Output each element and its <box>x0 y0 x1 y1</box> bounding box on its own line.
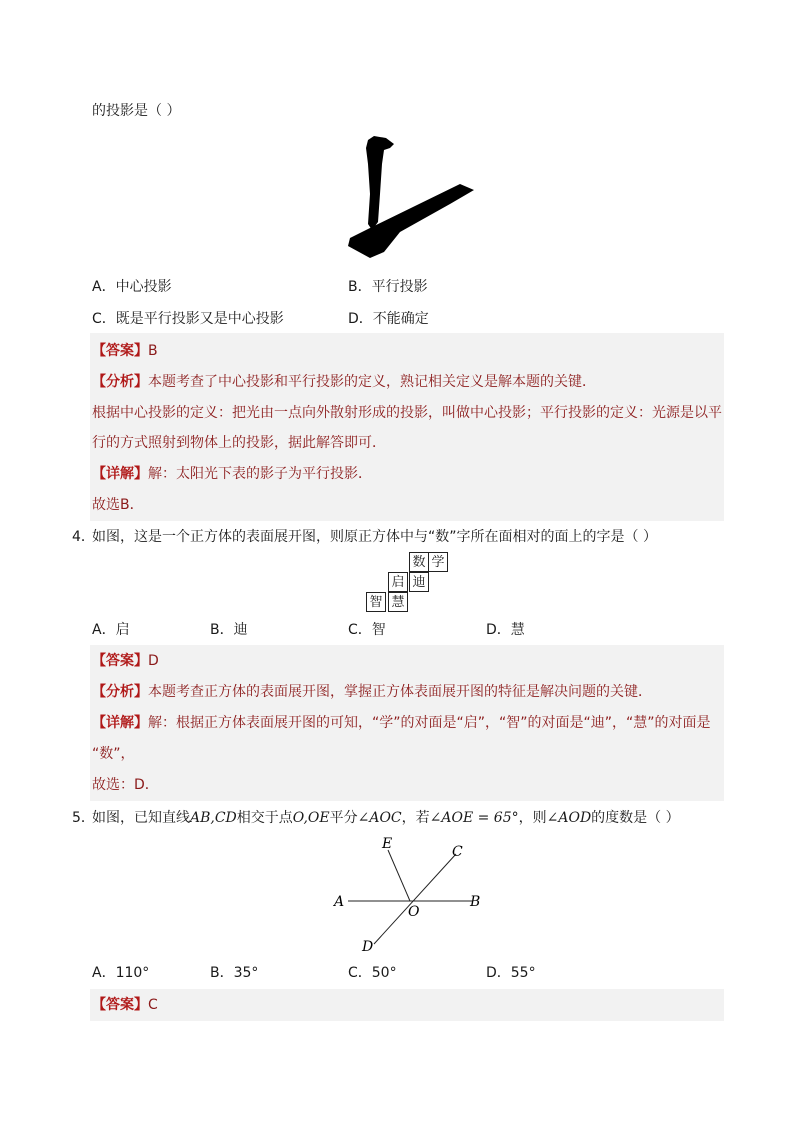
analysis-tag: 【分析】 <box>92 374 148 390</box>
answer-tag: 【答案】 <box>92 343 148 359</box>
q3-detail-line <box>92 464 372 484</box>
ray-oe <box>388 850 410 901</box>
q3-conclusion: 故选B． <box>92 497 144 513</box>
q3-analysis-text: 本题考查了中心投影和平行投影的定义，熟记相关定义是解本题的关键． <box>148 374 596 390</box>
label-a: A <box>334 894 345 910</box>
q5-option-c[interactable]: C．50° <box>348 965 397 981</box>
q5-stem-part: 的度数是（ ） <box>591 810 680 826</box>
shadow-shape <box>348 184 474 258</box>
q3-answer-box <box>90 333 724 521</box>
q3-option-b[interactable]: B．平行投影 <box>348 279 428 295</box>
q4-option-b[interactable]: B．迪 <box>210 622 248 638</box>
label-c: C <box>452 844 463 860</box>
q5-stem-math: O,OE <box>292 810 330 826</box>
line-cd <box>374 854 456 944</box>
q5-stem-part: ，则 <box>518 810 547 826</box>
q4-option-a[interactable]: A．启 <box>92 622 130 638</box>
analysis-tag: 【分析】 <box>92 684 148 700</box>
q5-answer-box <box>90 989 724 1021</box>
q5-stem-math: ∠AOD <box>546 810 592 826</box>
q3-analysis-line-2a: 根据中心投影的定义：把光由一点向外散射形成的投影，叫做中心投影；平行投影的定义：光源是以平 <box>92 405 722 421</box>
q5-option-a[interactable]: A．110° <box>92 965 150 981</box>
answer-tag: 【答案】 <box>92 997 148 1013</box>
q4-detail-line <box>92 713 711 733</box>
detail-tag: 【详解】 <box>92 466 148 482</box>
q5-number: 5． <box>72 810 95 826</box>
q5-option-d[interactable]: D．55° <box>486 965 536 981</box>
net-cell-zhi: 智 <box>366 592 386 612</box>
q4-analysis-text: 本题考查正方体的表面展开图，掌握正方体表面展开图的特征是解决问题的关键． <box>148 684 652 700</box>
q5-stem-part: 相交于点 <box>236 810 293 826</box>
q5-stem-part: 平分 <box>329 810 358 826</box>
q4-detail-text: 解：根据正方体表面展开图的可知，“学”的对面是“启”，“智”的对面是“迪”，“慧”的对面是 <box>148 715 711 731</box>
person-silhouette <box>366 136 394 230</box>
q3-detail-text: 解：太阳光下表的影子为平行投影． <box>148 466 372 482</box>
q4-detail-line-2: “数”， <box>92 746 135 762</box>
q5-option-b[interactable]: B．35° <box>210 965 259 981</box>
q5-stem-part: 如图，已知直线 <box>92 810 190 826</box>
net-cell-qi: 启 <box>388 572 408 592</box>
q4-stem: 如图，这是一个正方体的表面展开图，则原正方体中与“数”字所在面相对的面上的字是（ ） <box>92 529 657 545</box>
q4-answer-line <box>92 651 159 671</box>
q3-analysis-line-2b: 行的方式照射到物体上的投影，据此解答即可． <box>92 435 386 451</box>
q3-answer-value: B <box>148 343 158 359</box>
net-cell-di: 迪 <box>409 572 429 592</box>
q4-answer-box <box>90 645 724 801</box>
q4-answer-value: D <box>148 653 159 669</box>
q4-option-d[interactable]: D．慧 <box>486 622 525 638</box>
q4-conclusion: 故选：D． <box>92 777 159 793</box>
q5-answer-value: C <box>148 997 158 1013</box>
q3-option-a[interactable]: A．中心投影 <box>92 279 172 295</box>
q3-analysis-line <box>92 372 596 392</box>
q5-answer-line <box>92 995 158 1015</box>
q5-stem-math: ∠AOE = 65° <box>429 810 519 826</box>
label-e: E <box>382 836 393 852</box>
net-cell-shu: 数 <box>409 552 429 572</box>
q3-option-c[interactable]: C．既是平行投影又是中心投影 <box>92 311 284 327</box>
q3-stem-tail: 的投影是（ ） <box>92 103 181 119</box>
q5-stem-math: AB,CD <box>190 810 237 826</box>
net-cell-hui: 慧 <box>388 592 408 612</box>
answer-tag: 【答案】 <box>92 653 148 669</box>
q4-option-c[interactable]: C．智 <box>348 622 386 638</box>
q4-number: 4． <box>72 529 95 545</box>
q3-answer-line <box>92 341 158 361</box>
q3-shadow-figure <box>340 134 480 266</box>
q3-option-d[interactable]: D．不能确定 <box>348 311 429 327</box>
label-o: O <box>408 904 420 920</box>
net-cell-xue: 学 <box>428 552 448 572</box>
q5-angle-figure <box>330 834 490 956</box>
label-d: D <box>362 939 374 955</box>
detail-tag: 【详解】 <box>92 715 148 731</box>
q5-stem-math: ∠AOC <box>357 810 402 826</box>
q5-stem-part: ，若 <box>401 810 430 826</box>
q4-analysis-line <box>92 682 652 702</box>
label-b: B <box>470 894 481 910</box>
q5-stem <box>92 808 680 828</box>
